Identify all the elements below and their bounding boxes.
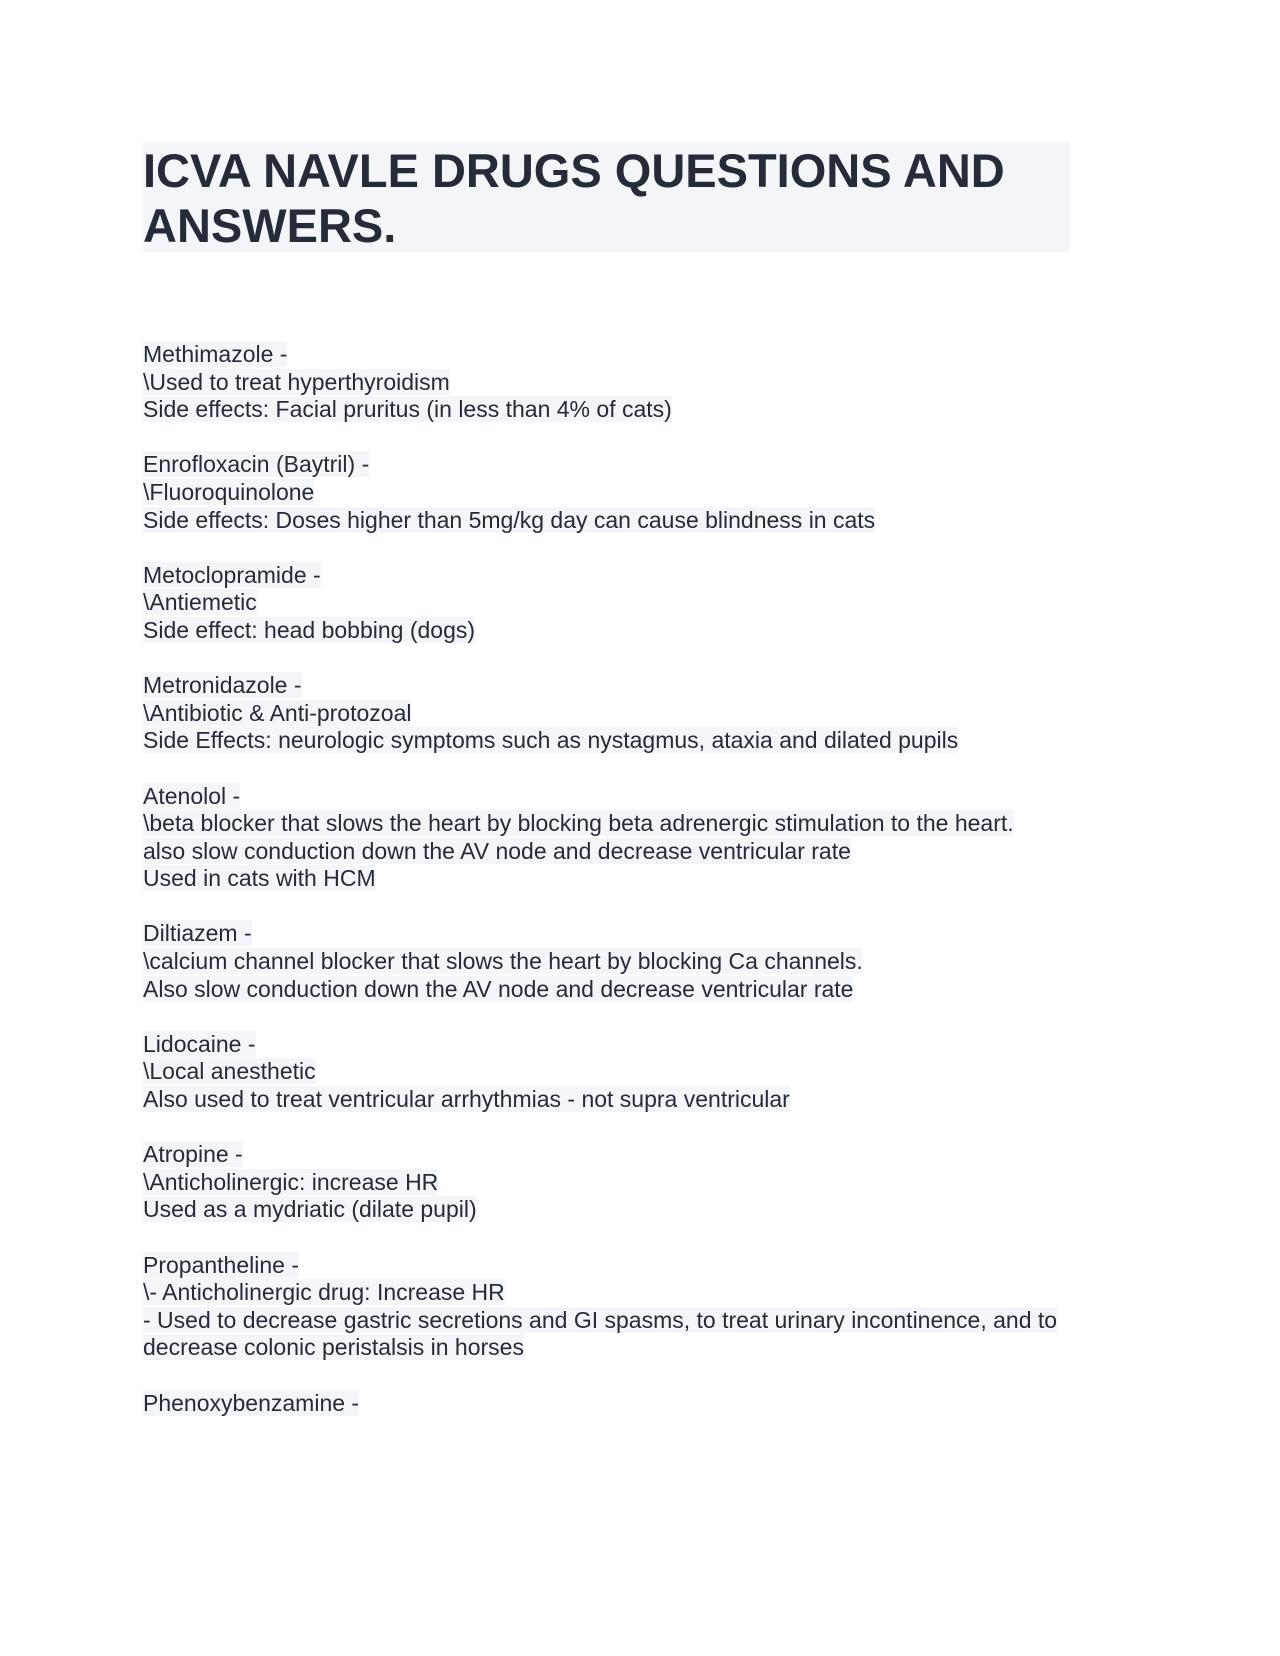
drug-description-line xyxy=(143,810,1078,838)
drug-name: Atenolol - xyxy=(143,782,241,809)
drug-name-line xyxy=(143,1141,1078,1169)
drug-description: Side effects: Facial pruritus (in less than 4% of cats) xyxy=(143,396,672,423)
document-body xyxy=(143,341,1078,1445)
document-title-block xyxy=(143,142,1070,252)
drug-description: Also used to treat ventricular arrhythmias - not supra ventricular xyxy=(143,1086,790,1113)
drug-entry xyxy=(143,562,1078,645)
drug-entry xyxy=(143,341,1078,424)
drug-name: Metoclopramide - xyxy=(143,561,321,588)
drug-entry xyxy=(143,920,1078,1003)
drug-description: Side Effects: neurologic symptoms such as nystagmus, ataxia and dilated pupils xyxy=(143,727,959,754)
drug-description: \Local anesthetic xyxy=(143,1058,316,1085)
drug-description: \- Anticholinergic drug: Increase HR xyxy=(143,1279,505,1306)
drug-description-line xyxy=(143,369,1078,397)
drug-description-line xyxy=(143,1196,1078,1224)
drug-entry xyxy=(143,1141,1078,1224)
drug-entry xyxy=(143,1390,1078,1418)
drug-description-line xyxy=(143,396,1078,424)
drug-name-line xyxy=(143,451,1078,479)
drug-description: Also slow conduction down the AV node and decrease ventricular rate xyxy=(143,975,854,1002)
drug-description: also slow conduction down the AV node and decrease ventricular rate xyxy=(143,837,851,864)
drug-description: \beta blocker that slows the heart by blocking beta adrenergic stimulation to the heart. xyxy=(143,810,1014,837)
drug-description-line xyxy=(143,700,1078,728)
drug-name-line xyxy=(143,783,1078,811)
drug-entry xyxy=(143,1252,1078,1362)
drug-name-line xyxy=(143,672,1078,700)
drug-description-line xyxy=(143,976,1078,1004)
document-title: ICVA NAVLE DRUGS QUESTIONS AND ANSWERS. xyxy=(143,144,1005,252)
drug-description: Side effect: head bobbing (dogs) xyxy=(143,616,476,643)
drug-name-line xyxy=(143,1252,1078,1280)
drug-name-line xyxy=(143,1390,1078,1418)
drug-entry xyxy=(143,1031,1078,1114)
drug-description-line xyxy=(143,865,1078,893)
drug-name: Propantheline - xyxy=(143,1251,299,1278)
drug-name-line xyxy=(143,341,1078,369)
drug-description-line xyxy=(143,948,1078,976)
drug-description: \Used to treat hyperthyroidism xyxy=(143,368,450,395)
drug-description: - Used to decrease gastric secretions and GI spasms, to treat urinary incontinence, and to decrease colonic peristalsis in horses xyxy=(143,1306,1058,1361)
drug-description: \Antiemetic xyxy=(143,589,257,616)
drug-description-line xyxy=(143,1086,1078,1114)
drug-name: Lidocaine - xyxy=(143,1030,256,1057)
drug-description-line xyxy=(143,589,1078,617)
drug-description: Side effects: Doses higher than 5mg/kg day can cause blindness in cats xyxy=(143,506,876,533)
drug-entry xyxy=(143,451,1078,534)
drug-name-line xyxy=(143,920,1078,948)
drug-name: Methimazole - xyxy=(143,341,288,367)
drug-name: Phenoxybenzamine - xyxy=(143,1389,360,1416)
drug-description-line xyxy=(143,617,1078,645)
drug-name: Metronidazole - xyxy=(143,672,302,699)
drug-description: \Fluoroquinolone xyxy=(143,478,315,505)
drug-name-line xyxy=(143,562,1078,590)
drug-name: Diltiazem - xyxy=(143,920,252,947)
drug-entry xyxy=(143,783,1078,893)
drug-description: Used in cats with HCM xyxy=(143,865,376,892)
drug-description-line xyxy=(143,479,1078,507)
drug-description-line xyxy=(143,1279,1078,1307)
drug-description: \calcium channel blocker that slows the heart by blocking Ca channels. xyxy=(143,948,863,975)
drug-entry xyxy=(143,672,1078,755)
drug-description: \Antibiotic & Anti-protozoal xyxy=(143,699,412,726)
drug-description-line xyxy=(143,1307,1078,1362)
drug-description: \Anticholinergic: increase HR xyxy=(143,1168,439,1195)
drug-description-line xyxy=(143,838,1078,866)
drug-name: Enrofloxacin (Baytril) - xyxy=(143,451,370,478)
drug-name-line xyxy=(143,1031,1078,1059)
drug-description-line xyxy=(143,507,1078,535)
drug-description-line xyxy=(143,1058,1078,1086)
drug-description: Used as a mydriatic (dilate pupil) xyxy=(143,1196,477,1223)
drug-description-line xyxy=(143,727,1078,755)
drug-description-line xyxy=(143,1169,1078,1197)
drug-name: Atropine - xyxy=(143,1141,243,1168)
